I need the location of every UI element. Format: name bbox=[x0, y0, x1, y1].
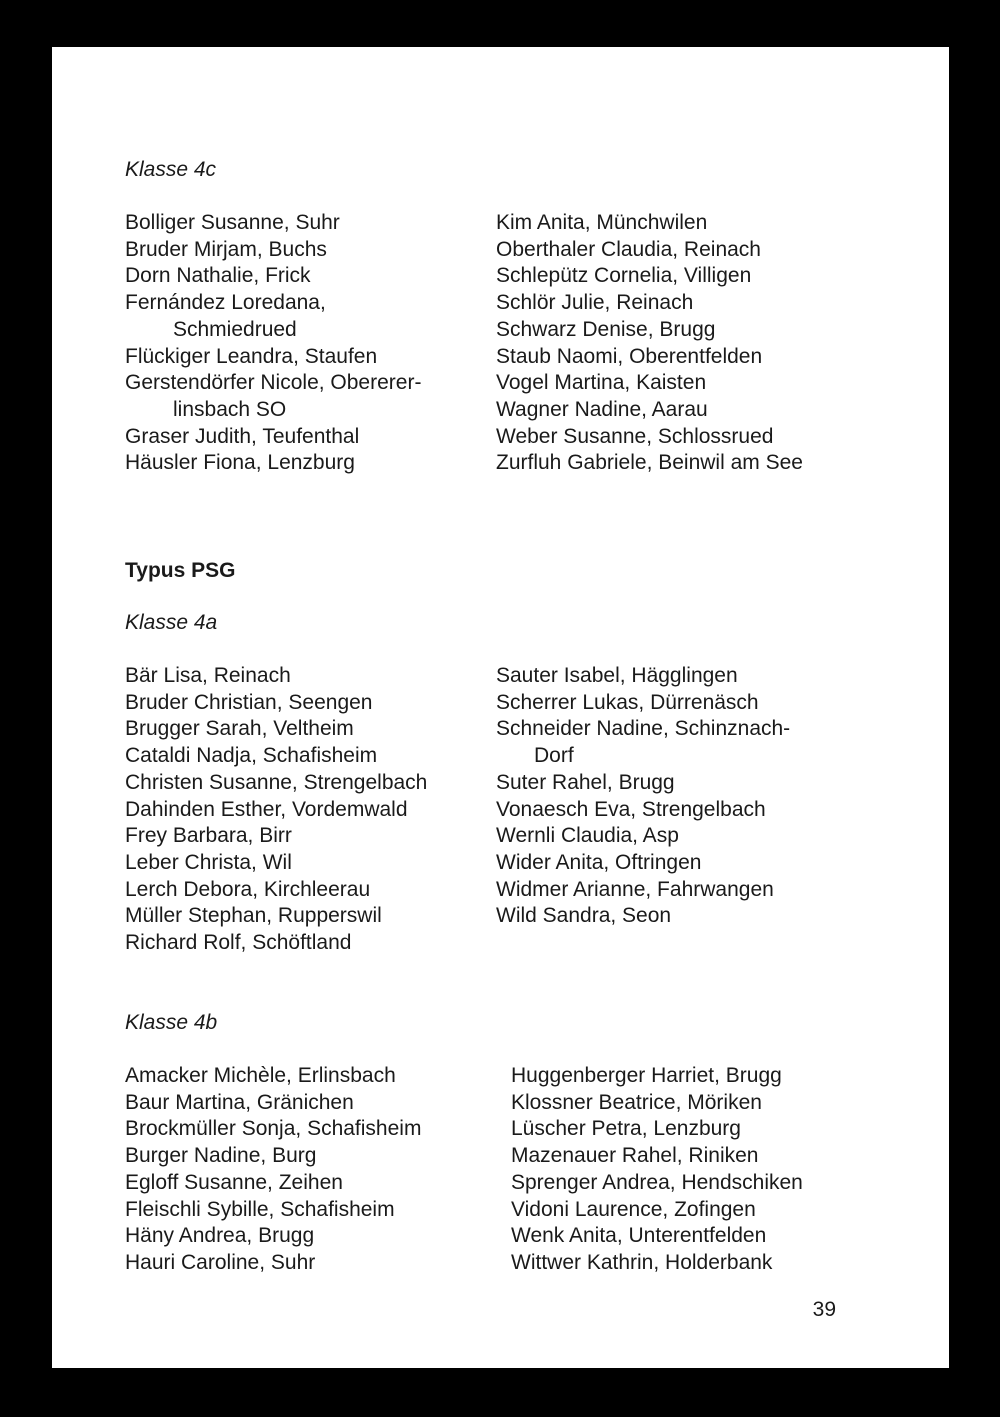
entry-text: Müller Stephan, Rupperswil bbox=[125, 904, 382, 928]
entry-text: Gerstendörfer Nicole, Obererer- bbox=[125, 371, 422, 395]
entry-text: Weber Susanne, Schlossrued bbox=[496, 424, 774, 448]
list-item bbox=[496, 770, 790, 797]
entry-text: Fleischli Sybille, Schafisheim bbox=[125, 1197, 395, 1221]
list-item bbox=[125, 743, 427, 770]
klasse-4b-heading: Klasse 4b bbox=[125, 1011, 218, 1034]
list-item bbox=[496, 263, 803, 290]
entry-text: Oberthaler Claudia, Reinach bbox=[496, 237, 761, 261]
list-item bbox=[496, 716, 790, 769]
entry-text: Schlör Julie, Reinach bbox=[496, 291, 694, 315]
list-item bbox=[125, 690, 427, 717]
entry-text: Vogel Martina, Kaisten bbox=[496, 371, 707, 395]
entry-text: Wild Sandra, Seon bbox=[496, 904, 672, 928]
list-item bbox=[496, 344, 803, 371]
entry-text: Wernli Claudia, Asp bbox=[496, 824, 679, 848]
list-item bbox=[511, 1170, 803, 1197]
klasse-4c-heading: Klasse 4c bbox=[125, 158, 217, 181]
entry-text: Graser Judith, Teufenthal bbox=[125, 424, 360, 448]
list-item bbox=[125, 210, 421, 237]
list-item bbox=[125, 1063, 421, 1090]
klasse-4a-right-list bbox=[496, 663, 790, 930]
entry-text: Wenk Anita, Unterentfelden bbox=[511, 1224, 767, 1248]
list-item bbox=[496, 663, 790, 690]
list-item bbox=[496, 903, 790, 930]
list-item bbox=[496, 450, 803, 477]
entry-text: Häny Andrea, Brugg bbox=[125, 1224, 315, 1248]
entry-text: Lerch Debora, Kirchleerau bbox=[125, 877, 371, 901]
entry-text: Vonaesch Eva, Strengelbach bbox=[496, 797, 766, 821]
list-item bbox=[496, 797, 790, 824]
entry-text: Wider Anita, Oftringen bbox=[496, 850, 702, 874]
entry-text: Brugger Sarah, Veltheim bbox=[125, 717, 354, 741]
entry-text: Vidoni Laurence, Zofingen bbox=[511, 1197, 756, 1221]
entry-text: Dahinden Esther, Vordemwald bbox=[125, 797, 408, 821]
list-item bbox=[125, 290, 421, 343]
entry-text: Wittwer Kathrin, Holderbank bbox=[511, 1250, 773, 1274]
typus-psg-heading: Typus PSG bbox=[125, 559, 236, 582]
entry-text: Huggenberger Harriet, Brugg bbox=[511, 1064, 782, 1087]
entry-text: Egloff Susanne, Zeihen bbox=[125, 1170, 343, 1194]
list-item bbox=[511, 1116, 803, 1143]
list-item bbox=[125, 424, 421, 451]
list-item bbox=[125, 344, 421, 371]
list-item bbox=[125, 450, 421, 477]
entry-text: Brockmüller Sonja, Schafisheim bbox=[125, 1117, 422, 1141]
list-item bbox=[125, 663, 427, 690]
list-item bbox=[125, 850, 427, 877]
list-item bbox=[125, 370, 421, 423]
list-item bbox=[511, 1223, 803, 1250]
entry-text: Flückiger Leandra, Staufen bbox=[125, 344, 378, 368]
list-item bbox=[511, 1063, 803, 1090]
list-item bbox=[125, 237, 421, 264]
entry-text: Wagner Nadine, Aarau bbox=[496, 397, 708, 421]
entry-text: Schneider Nadine, Schinznach- bbox=[496, 717, 791, 741]
entry-text: Scherrer Lukas, Dürrenäsch bbox=[496, 690, 759, 714]
list-item bbox=[496, 237, 803, 264]
list-item bbox=[496, 317, 803, 344]
klasse-4c-left-list bbox=[125, 210, 421, 477]
list-item bbox=[125, 1143, 421, 1170]
entry-continuation: linsbach SO bbox=[173, 397, 287, 421]
list-item bbox=[125, 1197, 421, 1224]
list-item bbox=[125, 716, 427, 743]
entry-text: Sauter Isabel, Hägglingen bbox=[496, 664, 738, 687]
list-item bbox=[125, 903, 427, 930]
list-item bbox=[496, 370, 803, 397]
entry-text: Bruder Christian, Seengen bbox=[125, 690, 373, 714]
entry-text: Richard Rolf, Schöftland bbox=[125, 931, 352, 955]
entry-text: Fernández Loredana, bbox=[125, 291, 326, 315]
entry-text: Kim Anita, Münchwilen bbox=[496, 211, 708, 234]
klasse-4b-left-list bbox=[125, 1063, 421, 1277]
klasse-4a-heading: Klasse 4a bbox=[125, 611, 218, 634]
list-item bbox=[125, 877, 427, 904]
document-page bbox=[52, 47, 949, 1368]
entry-continuation: Schmiedrued bbox=[173, 317, 297, 341]
list-item bbox=[496, 823, 790, 850]
entry-text: Sprenger Andrea, Hendschiken bbox=[511, 1170, 803, 1194]
entry-text: Klossner Beatrice, Möriken bbox=[511, 1090, 762, 1114]
list-item bbox=[511, 1090, 803, 1117]
entry-text: Amacker Michèle, Erlinsbach bbox=[125, 1064, 396, 1087]
list-item bbox=[496, 210, 803, 237]
entry-text: Bär Lisa, Reinach bbox=[125, 664, 291, 687]
list-item bbox=[511, 1197, 803, 1224]
entry-text: Suter Rahel, Brugg bbox=[496, 770, 675, 794]
list-item bbox=[511, 1143, 803, 1170]
entry-text: Bruder Mirjam, Buchs bbox=[125, 237, 327, 261]
list-item bbox=[125, 823, 427, 850]
entry-text: Bolliger Susanne, Suhr bbox=[125, 211, 340, 234]
entry-text: Dorn Nathalie, Frick bbox=[125, 264, 311, 288]
list-item bbox=[125, 1090, 421, 1117]
entry-text: Schlepütz Cornelia, Villigen bbox=[496, 264, 752, 288]
list-item bbox=[125, 1250, 421, 1277]
list-item bbox=[496, 690, 790, 717]
klasse-4b-right-list bbox=[511, 1063, 803, 1277]
klasse-4a-left-list bbox=[125, 663, 427, 957]
entry-text: Christen Susanne, Strengelbach bbox=[125, 770, 428, 794]
entry-text: Leber Christa, Wil bbox=[125, 850, 292, 874]
list-item bbox=[125, 797, 427, 824]
entry-text: Staub Naomi, Oberentfelden bbox=[496, 344, 763, 368]
list-item bbox=[496, 877, 790, 904]
entry-text: Lüscher Petra, Lenzburg bbox=[511, 1117, 741, 1141]
entry-text: Zurfluh Gabriele, Beinwil am See bbox=[496, 451, 803, 475]
list-item bbox=[496, 424, 803, 451]
list-item bbox=[496, 290, 803, 317]
entry-text: Cataldi Nadja, Schafisheim bbox=[125, 744, 378, 768]
list-item bbox=[125, 930, 427, 957]
page-number: 39 bbox=[812, 1298, 836, 1321]
list-item bbox=[511, 1250, 803, 1277]
klasse-4c-right-list bbox=[496, 210, 803, 477]
entry-text: Burger Nadine, Burg bbox=[125, 1144, 317, 1168]
entry-text: Häusler Fiona, Lenzburg bbox=[125, 451, 355, 475]
list-item bbox=[125, 1223, 421, 1250]
entry-continuation: Dorf bbox=[534, 744, 574, 768]
list-item bbox=[125, 1116, 421, 1143]
list-item bbox=[125, 263, 421, 290]
entry-text: Baur Martina, Gränichen bbox=[125, 1090, 354, 1114]
entry-text: Mazenauer Rahel, Riniken bbox=[511, 1144, 759, 1168]
entry-text: Frey Barbara, Birr bbox=[125, 824, 292, 848]
list-item bbox=[496, 850, 790, 877]
list-item bbox=[496, 397, 803, 424]
list-item bbox=[125, 1170, 421, 1197]
entry-text: Schwarz Denise, Brugg bbox=[496, 317, 716, 341]
entry-text: Widmer Arianne, Fahrwangen bbox=[496, 877, 774, 901]
list-item bbox=[125, 770, 427, 797]
entry-text: Hauri Caroline, Suhr bbox=[125, 1250, 316, 1274]
